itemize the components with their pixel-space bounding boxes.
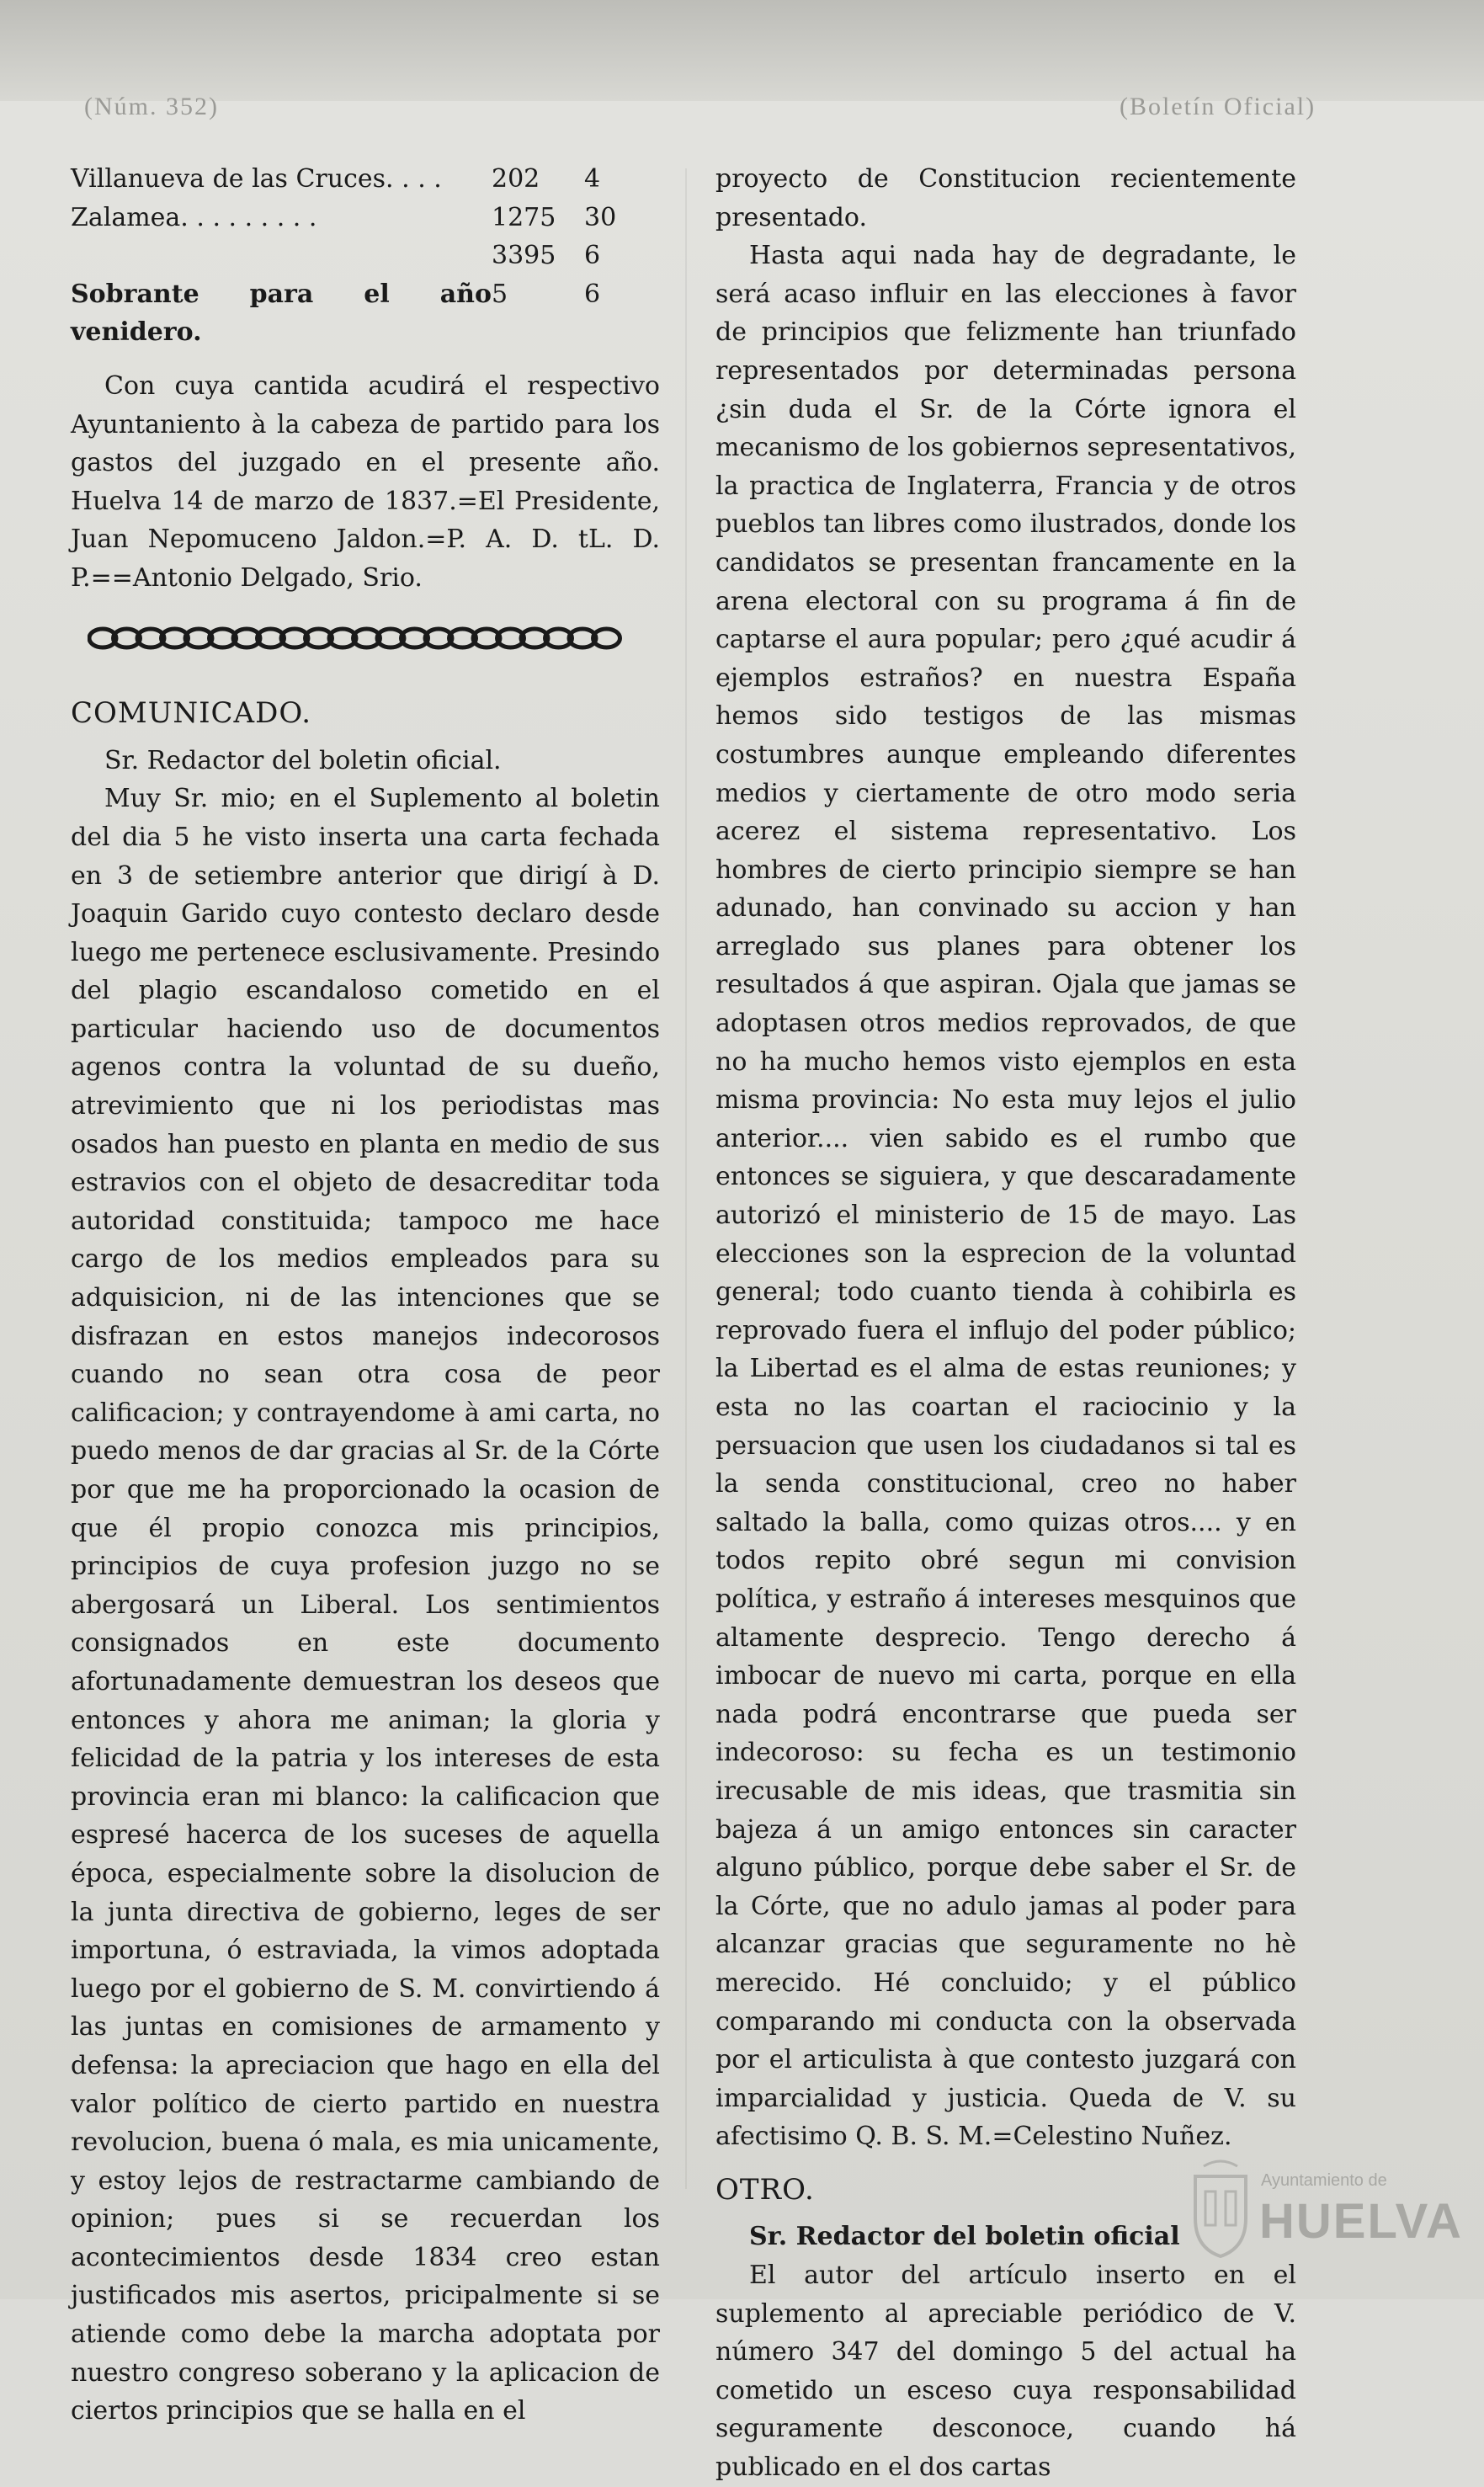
page-top-shadow xyxy=(0,0,1484,101)
table-row xyxy=(71,275,660,352)
row-label: Zalamea. . . . . . . . . xyxy=(71,202,317,232)
accounts-table xyxy=(71,160,660,352)
second-letter-body: El autor del artículo inserto en el suplemento al apreciable periódico de V. número 347 del domingo 5 del actual ha cometido un esceso cuya responsabilidad seguramente desconoce, cuando há publicado en el dos cartas xyxy=(715,2261,1296,2483)
row-amount: 1275 xyxy=(492,202,556,232)
table-row xyxy=(71,160,660,199)
row-amount-small: 6 xyxy=(584,279,601,309)
salutation-text: Sr. Redactor del boletin oficial. xyxy=(104,745,502,775)
row-label: Villanueva de las Cruces. . . . xyxy=(71,164,442,194)
watermark-word: HUELVA xyxy=(1259,2194,1463,2249)
ghost-header-right: (Boletín Oficial) xyxy=(1120,93,1316,120)
row-amount-small: 4 xyxy=(584,164,601,194)
row-amount-small: 30 xyxy=(584,202,617,232)
section-heading-comunicado: COMUNICADO. xyxy=(71,696,312,731)
left-column xyxy=(71,160,660,2431)
city-crest-icon xyxy=(1187,2159,1254,2261)
column-divider xyxy=(685,168,687,2189)
row-amount: 202 xyxy=(492,164,540,194)
archive-watermark xyxy=(1187,2151,1463,2277)
continuation-text: proyecto de Constitucion recientemente presentado. xyxy=(715,164,1296,232)
table-row-total xyxy=(71,237,660,275)
table-row xyxy=(71,199,660,237)
salutation-text: Sr. Redactor del boletin oficial xyxy=(749,2222,1180,2252)
row-amount-small: 6 xyxy=(584,241,601,271)
row-amount: 3395 xyxy=(492,241,556,271)
row-label: Sobrante para el año venidero. xyxy=(71,279,492,348)
right-column xyxy=(715,160,1296,2487)
ghost-header-left: (Núm. 352) xyxy=(84,93,219,120)
letter-body-continued: Hasta aqui nada hay de degradante, le será acaso influir en las elecciones à favor de principios que felizmente han triunfado representados por determinadas persona ¿sin duda el Sr. de la Córte ignora el mecanismo de los gobiernos sepresentativos, la practica de Inglaterra, Francia y de otros pueblos tan libres como ilustrados, donde los candidatos se presentan francamente en la arena electoral con su programa á fin de captarse el aura popular; pero ¿qué acudir á ejemplos estraños? en nuestra España hemos sido testigos de las mismas costumbres aunque empleando diferentes medios y ciertamente de otro modo seria acerez el sistema representativo. Los hombres de cierto principio siempre se han adunado, han convinado su accion y han arreglado sus planes para obtener los resultados á que aspiran. Ojala que jamas se adoptasen otros medios reprovados, de que no ha mucho hemos visto ejemplos en esta misma provincia: No esta muy lejos el julio anterior.... vien sabido es el rumbo que entonces se siguiera, y que descaradamente autorizó el ministerio de 15 de mayo. Las elecciones son la esprecion de la voluntad general; todo cuanto tienda à cohibirla es reprovado fuera el influjo del poder público; la Libertad es el alma de estas reuniones; y esta no las coartan el raciocinio y la persuacion que usen los ciudadanos si tal es la senda constitucional, creo no haber saltado la balla, como quizas otros.... y en todos repito obré segun mi convision política, y estraño á intereses mesquinos que altamente desprecio. Tengo derecho á imbocar de nuevo mi carta, porque en ella nada podrá encontrarse que pueda ser indecoroso: su fecha es un testimonio irecusable de mis ideas, que trasmitia sin bajeza á un amigo entonces sin caracter alguno público, porque debe saber el Sr. de la Córte, que no adulo jamas al poder para alcanzar gracias que seguramente no hè merecido. Hé concluido; y el público comparando mi conducta con la observada por el articulista à que contesto juzgará con imparcialidad y justicia. Queda de V. su afectisimo Q. B. S. M.=Celestino Nuñez. xyxy=(715,241,1296,2152)
watermark-caption: Ayuntamiento de xyxy=(1261,2171,1387,2190)
salutation xyxy=(71,742,660,780)
letter-body: Muy Sr. mio; en el Suplemento al boletin del dia 5 he visto inserta una carta fechada en 3 de setiembre anterior que dirigí à D. Joaquin Garido cuyo contesto declaro desde luego me pertenece esclusivamente. Presindo del plagio escandaloso cometido en el particular haciendo uso de documentos agenos contra la voluntad de su dueño, atrevimiento que ni los periodistas mas osados han puesto en planta en medio de sus estravios con el objeto de desacreditar toda autoridad constituida; tampoco me hace cargo de los medios empleados para su adquisicion, ni de las intenciones que se disfrazan en estos manejos indecorosos cuando no sean otra cosa de peor calificacion; y contrayendome à ami carta, no puedo menos de dar gracias al Sr. de la Córte por que me ha proporcionado la ocasion de que él propio conozca mis principios, principios de cuya profesion juzgo no se abergosará un Liberal. Los sentimientos consignados en este documento afortunadamente demuestran los deseos que entonces y ahora me animan; la gloria y felicidad de la patria y los intereses de esta provincia eran mi blanco: la calificacion que espresé hacerca de los suceses de aquella época, especialmente sobre la disolucion de la junta directiva de gobierno, leges de ser importuna, ó estraviada, la vimos adoptada luego por el gobierno de S. M. convirtiendo á las juntas en comisiones de armamento y defensa: la apreciacion que hago en ella del valor político de cierto partido en nuestra revolucion, buena ó mala, es mia unicamente, y estoy lejos de restractarme cambiando de opinion; pues si se recuerdan los acontecimientos desde 1834 creo estan justificados mis asertos, pricipalmente si se atiende como debe la marcha adoptata por nuestro congreso soberano y la aplicacion de ciertos principios que se halla en el xyxy=(71,784,660,2426)
section-heading-otro: OTRO. xyxy=(715,2172,815,2207)
decorative-rule-ornament xyxy=(88,621,643,655)
row-amount: 5 xyxy=(492,279,508,309)
notice-paragraph: Con cuya cantida acudirá el respectivo Ayuntaniento à la cabeza de partido para los gastos del juzgado en el presente año. Huelva 14 de marzo de 1837.=El Presidente, Juan Nepomuceno Jaldon.=P. A. D. tL. D. P.==Antonio Delgado, Srio. xyxy=(71,370,660,593)
